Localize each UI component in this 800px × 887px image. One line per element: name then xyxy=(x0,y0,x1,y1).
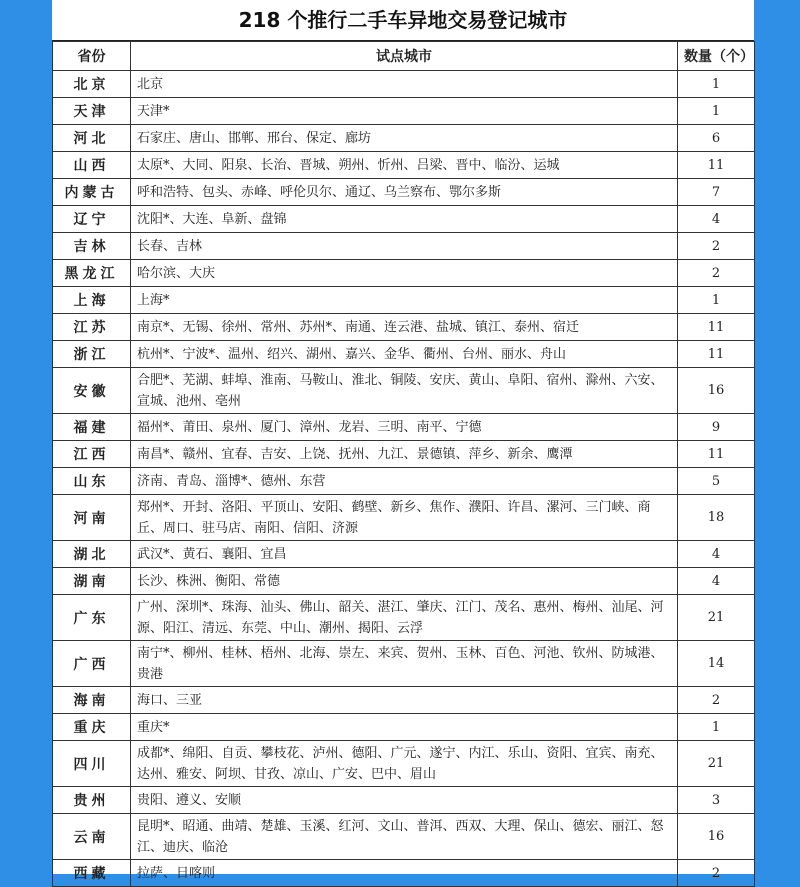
cities-cell: 拉萨、日喀则 xyxy=(131,860,678,887)
cities-cell: 合肥*、芜湖、蚌埠、淮南、马鞍山、淮北、铜陵、安庆、黄山、阜阳、宿州、滁州、六安、宣城、池州、亳州 xyxy=(131,368,678,414)
cities-cell: 贵阳、遵义、安顺 xyxy=(131,787,678,814)
table-row xyxy=(53,287,755,314)
province-cell: 海南 xyxy=(53,687,131,714)
table-row xyxy=(53,206,755,233)
header-count: 数量（个） xyxy=(678,42,755,71)
province-cell: 福建 xyxy=(53,414,131,441)
province-cell: 湖南 xyxy=(53,568,131,595)
table-row xyxy=(53,414,755,441)
cities-cell: 海口、三亚 xyxy=(131,687,678,714)
province-cell: 天津 xyxy=(53,98,131,125)
province-cell: 黑龙江 xyxy=(53,260,131,287)
count-cell: 11 xyxy=(678,314,755,341)
province-cell: 西藏 xyxy=(53,860,131,887)
count-cell: 21 xyxy=(678,741,755,787)
province-cell: 上海 xyxy=(53,287,131,314)
province-cell: 贵州 xyxy=(53,787,131,814)
table-row xyxy=(53,441,755,468)
cities-cell: 沈阳*、大连、阜新、盘锦 xyxy=(131,206,678,233)
count-cell: 11 xyxy=(678,341,755,368)
count-cell: 1 xyxy=(678,287,755,314)
table-row xyxy=(53,860,755,887)
table-row xyxy=(53,468,755,495)
table-row xyxy=(53,687,755,714)
cities-cell: 杭州*、宁波*、温州、绍兴、湖州、嘉兴、金华、衢州、台州、丽水、舟山 xyxy=(131,341,678,368)
count-cell: 1 xyxy=(678,98,755,125)
table-header-row xyxy=(53,42,755,71)
cities-cell: 郑州*、开封、洛阳、平顶山、安阳、鹤壁、新乡、焦作、濮阳、许昌、漯河、三门峡、商丘、周口、驻马店、南阳、信阳、济源 xyxy=(131,495,678,541)
cities-cell: 福州*、莆田、泉州、厦门、漳州、龙岩、三明、南平、宁德 xyxy=(131,414,678,441)
cities-cell: 南昌*、赣州、宜春、吉安、上饶、抚州、九江、景德镇、萍乡、新余、鹰潭 xyxy=(131,441,678,468)
registration-cities-table-sheet xyxy=(52,0,754,882)
province-cell: 广东 xyxy=(53,595,131,641)
count-cell: 7 xyxy=(678,179,755,206)
cities-cell: 长春、吉林 xyxy=(131,233,678,260)
table-row xyxy=(53,152,755,179)
cities-cell: 南宁*、柳州、桂林、梧州、北海、崇左、来宾、贺州、玉林、百色、河池、钦州、防城港、贵港 xyxy=(131,641,678,687)
count-cell: 2 xyxy=(678,233,755,260)
table-row xyxy=(53,541,755,568)
province-cell: 江苏 xyxy=(53,314,131,341)
cities-cell: 重庆* xyxy=(131,714,678,741)
count-cell: 11 xyxy=(678,441,755,468)
province-cell: 河北 xyxy=(53,125,131,152)
count-cell: 21 xyxy=(678,595,755,641)
province-cell: 湖北 xyxy=(53,541,131,568)
province-cell: 安徽 xyxy=(53,368,131,414)
cities-cell: 成都*、绵阳、自贡、攀枝花、泸州、德阳、广元、遂宁、内江、乐山、资阳、宜宾、南充、达州、雅安、阿坝、甘孜、凉山、广安、巴中、眉山 xyxy=(131,741,678,787)
table-row xyxy=(53,714,755,741)
province-cell: 河南 xyxy=(53,495,131,541)
table-row xyxy=(53,595,755,641)
count-cell: 4 xyxy=(678,568,755,595)
header-cities: 试点城市 xyxy=(131,42,678,71)
table-row xyxy=(53,495,755,541)
table-row xyxy=(53,641,755,687)
cities-cell: 呼和浩特、包头、赤峰、呼伦贝尔、通辽、乌兰察布、鄂尔多斯 xyxy=(131,179,678,206)
table-row xyxy=(53,368,755,414)
table-row xyxy=(53,787,755,814)
count-cell: 14 xyxy=(678,641,755,687)
cities-table xyxy=(52,41,755,887)
table-title: 218 个推行二手车异地交易登记城市 xyxy=(52,0,754,41)
count-cell: 6 xyxy=(678,125,755,152)
table-row xyxy=(53,71,755,98)
table-row xyxy=(53,260,755,287)
table-row xyxy=(53,179,755,206)
count-cell: 11 xyxy=(678,152,755,179)
province-cell: 内蒙古 xyxy=(53,179,131,206)
cities-cell: 北京 xyxy=(131,71,678,98)
count-cell: 2 xyxy=(678,687,755,714)
province-cell: 重庆 xyxy=(53,714,131,741)
count-cell: 18 xyxy=(678,495,755,541)
table-row xyxy=(53,314,755,341)
count-cell: 3 xyxy=(678,787,755,814)
province-cell: 辽宁 xyxy=(53,206,131,233)
cities-cell: 济南、青岛、淄博*、德州、东营 xyxy=(131,468,678,495)
cities-cell: 广州、深圳*、珠海、汕头、佛山、韶关、湛江、肇庆、江门、茂名、惠州、梅州、汕尾、河源、阳江、清远、东莞、中山、潮州、揭阳、云浮 xyxy=(131,595,678,641)
count-cell: 2 xyxy=(678,860,755,887)
count-cell: 1 xyxy=(678,714,755,741)
count-cell: 4 xyxy=(678,541,755,568)
province-cell: 吉林 xyxy=(53,233,131,260)
table-row xyxy=(53,233,755,260)
cities-cell: 昆明*、昭通、曲靖、楚雄、玉溪、红河、文山、普洱、西双、大理、保山、德宏、丽江、怒江、迪庆、临沧 xyxy=(131,814,678,860)
cities-cell: 武汉*、黄石、襄阳、宜昌 xyxy=(131,541,678,568)
table-row xyxy=(53,814,755,860)
table-row xyxy=(53,741,755,787)
count-cell: 2 xyxy=(678,260,755,287)
cities-cell: 天津* xyxy=(131,98,678,125)
province-cell: 江西 xyxy=(53,441,131,468)
count-cell: 16 xyxy=(678,814,755,860)
province-cell: 北京 xyxy=(53,71,131,98)
province-cell: 云南 xyxy=(53,814,131,860)
cities-cell: 太原*、大同、阳泉、长治、晋城、朔州、忻州、吕梁、晋中、临汾、运城 xyxy=(131,152,678,179)
province-cell: 山东 xyxy=(53,468,131,495)
table-row xyxy=(53,125,755,152)
cities-cell: 南京*、无锡、徐州、常州、苏州*、南通、连云港、盐城、镇江、泰州、宿迁 xyxy=(131,314,678,341)
count-cell: 4 xyxy=(678,206,755,233)
cities-cell: 石家庄、唐山、邯郸、邢台、保定、廊坊 xyxy=(131,125,678,152)
province-cell: 山西 xyxy=(53,152,131,179)
province-cell: 四川 xyxy=(53,741,131,787)
cities-cell: 哈尔滨、大庆 xyxy=(131,260,678,287)
count-cell: 9 xyxy=(678,414,755,441)
count-cell: 16 xyxy=(678,368,755,414)
province-cell: 浙江 xyxy=(53,341,131,368)
table-row xyxy=(53,341,755,368)
header-province: 省份 xyxy=(53,42,131,71)
count-cell: 1 xyxy=(678,71,755,98)
table-row xyxy=(53,98,755,125)
cities-cell: 上海* xyxy=(131,287,678,314)
count-cell: 5 xyxy=(678,468,755,495)
cities-cell: 长沙、株洲、衡阳、常德 xyxy=(131,568,678,595)
table-row xyxy=(53,568,755,595)
province-cell: 广西 xyxy=(53,641,131,687)
